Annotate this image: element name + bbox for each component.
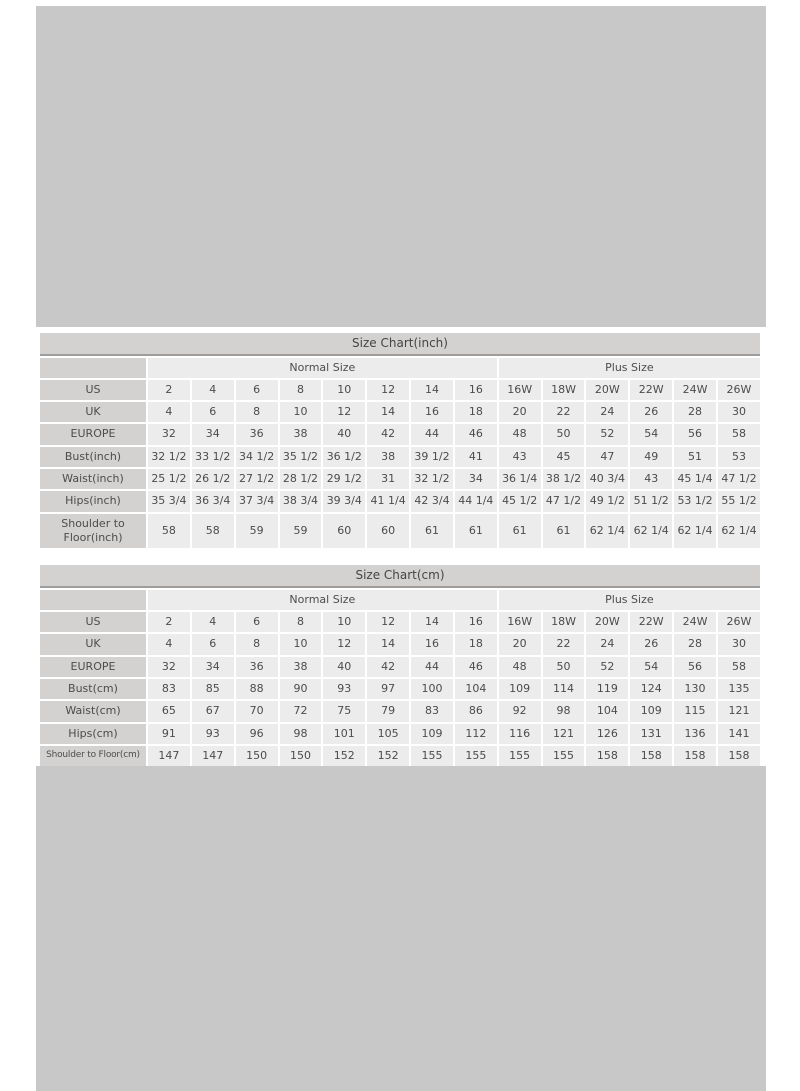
table-cell: 126 [586,724,628,744]
table-cell: 93 [323,679,365,699]
table-cell: 150 [280,746,322,766]
table-row [40,491,760,511]
table-cell: 30 [718,402,760,422]
table-cell: 116 [499,724,541,744]
table-cell: 20 [499,634,541,654]
table-cell: 34 [192,424,234,444]
table-cell: 50 [543,657,585,677]
table-cell: 152 [323,746,365,766]
table-row [40,469,760,489]
table-row [40,679,760,699]
row-label: Waist(inch) [40,469,146,489]
table-cell: 93 [192,724,234,744]
table-cell: 4 [148,402,190,422]
table-cell: 44 [411,424,453,444]
table-cell: 58 [718,424,760,444]
table-cell: 56 [674,424,716,444]
table-cell: 35 3/4 [148,491,190,511]
table-cell: 6 [236,612,278,632]
table-cell: 2 [148,612,190,632]
table-cell: 38 3/4 [280,491,322,511]
row-label: Bust(cm) [40,679,146,699]
table-cell: 33 1/2 [192,447,234,467]
row-label: Hips(cm) [40,724,146,744]
table-cell: 40 [323,424,365,444]
table-cell: 26W [718,612,760,632]
table-cell: 43 [499,447,541,467]
table-cell: 83 [411,701,453,721]
table-cell: 4 [192,380,234,400]
table-cell: 158 [630,746,672,766]
table-row [40,746,760,766]
table-cell: 18 [455,402,497,422]
table-cell: 4 [148,634,190,654]
table-cell: 45 1/2 [499,491,541,511]
table-cell: 20W [586,612,628,632]
table-cell: 61 [411,514,453,549]
table-cell: 32 [148,657,190,677]
table-cell: 26 1/2 [192,469,234,489]
table-cell: 42 [367,657,409,677]
table-cell: 25 1/2 [148,469,190,489]
table-cell: 53 [718,447,760,467]
table-row [40,724,760,744]
table-cell: 61 [543,514,585,549]
table-cell: 4 [192,612,234,632]
table-cell: 24W [674,612,716,632]
table-cell: 92 [499,701,541,721]
table-cell: 49 1/2 [586,491,628,511]
table-title: Size Chart(cm) [40,565,760,588]
table-cell: 30 [718,634,760,654]
table-cell: 36 [236,424,278,444]
table-cell: 29 1/2 [323,469,365,489]
table-cell: 28 1/2 [280,469,322,489]
table-cell: 6 [192,402,234,422]
corner-cell [40,590,146,610]
table-cell: 98 [543,701,585,721]
table-cell: 158 [586,746,628,766]
table-cell: 32 1/2 [411,469,453,489]
table-cell: 115 [674,701,716,721]
table-cell: 61 [499,514,541,549]
table-cell: 26 [630,402,672,422]
table-cell: 58 [148,514,190,549]
table-cell: 112 [455,724,497,744]
title-row [40,565,760,588]
group-header-normal-size: Normal Size [148,590,497,610]
table-cell: 34 1/2 [236,447,278,467]
table-cell: 16 [411,634,453,654]
table-cell: 22 [543,402,585,422]
table-cell: 54 [630,424,672,444]
table-cell: 98 [280,724,322,744]
size-chart-table-cm [38,563,762,768]
table-cell: 37 3/4 [236,491,278,511]
table-row [40,612,760,632]
table-cell: 150 [236,746,278,766]
row-label: Waist(cm) [40,701,146,721]
table-cell: 90 [280,679,322,699]
table-cell: 109 [630,701,672,721]
table-title: Size Chart(inch) [40,333,760,356]
table-cell: 36 1/4 [499,469,541,489]
table-cell: 32 1/2 [148,447,190,467]
table-cell: 38 1/2 [543,469,585,489]
table-cell: 8 [280,380,322,400]
table-cell: 8 [236,402,278,422]
image-placeholder-bottom [36,766,766,1091]
table-cell: 61 [455,514,497,549]
table-cell: 158 [674,746,716,766]
table-cell: 10 [323,612,365,632]
table-cell: 131 [630,724,672,744]
table-cell: 22W [630,380,672,400]
table-cell: 124 [630,679,672,699]
table-cell: 109 [411,724,453,744]
table-cell: 155 [411,746,453,766]
table-cell: 59 [280,514,322,549]
table-cell: 26 [630,634,672,654]
table-cell: 147 [148,746,190,766]
table-cell: 14 [411,612,453,632]
table-row [40,657,760,677]
table-cell: 141 [718,724,760,744]
table-row [40,424,760,444]
table-cell: 28 [674,402,716,422]
table-row [40,380,760,400]
table-cell: 38 [280,424,322,444]
table-cell: 100 [411,679,453,699]
table-cell: 130 [674,679,716,699]
table-cell: 16 [411,402,453,422]
table-cell: 39 1/2 [411,447,453,467]
table-row [40,634,760,654]
row-label: Bust(inch) [40,447,146,467]
table-cell: 48 [499,424,541,444]
table-cell: 47 1/2 [543,491,585,511]
table-cell: 70 [236,701,278,721]
table-cell: 10 [280,634,322,654]
table-cell: 20W [586,380,628,400]
table-cell: 101 [323,724,365,744]
table-cell: 155 [499,746,541,766]
table-cell: 16W [499,380,541,400]
table-cell: 10 [323,380,365,400]
table-cell: 51 [674,447,716,467]
table-cell: 22W [630,612,672,632]
table-cell: 147 [192,746,234,766]
table-cell: 45 1/4 [674,469,716,489]
table-cell: 158 [718,746,760,766]
table-cell: 155 [543,746,585,766]
table-cell: 86 [455,701,497,721]
table-cell: 65 [148,701,190,721]
table-cell: 14 [411,380,453,400]
table-cell: 20 [499,402,541,422]
group-header-row [40,590,760,610]
table-cell: 38 [280,657,322,677]
table-cell: 75 [323,701,365,721]
table-cell: 6 [236,380,278,400]
table-row [40,701,760,721]
table-cell: 12 [367,612,409,632]
table-cell: 24 [586,402,628,422]
table-cell: 136 [674,724,716,744]
table-cell: 58 [192,514,234,549]
table-cell: 119 [586,679,628,699]
table-cell: 62 1/4 [630,514,672,549]
corner-cell [40,358,146,378]
table-cell: 52 [586,657,628,677]
table-cell: 114 [543,679,585,699]
group-header-normal-size: Normal Size [148,358,497,378]
table-cell: 62 1/4 [586,514,628,549]
table-cell: 42 3/4 [411,491,453,511]
table-cell: 54 [630,657,672,677]
table-cell: 32 [148,424,190,444]
table-cell: 14 [367,634,409,654]
table-cell: 10 [280,402,322,422]
table-cell: 47 [586,447,628,467]
image-placeholder-top [36,6,766,327]
group-header-row [40,358,760,378]
table-cell: 62 1/4 [674,514,716,549]
table-cell: 31 [367,469,409,489]
table-cell: 6 [192,634,234,654]
table-cell: 121 [718,701,760,721]
table-cell: 14 [367,402,409,422]
row-label: US [40,612,146,632]
table-cell: 49 [630,447,672,467]
table-cell: 36 [236,657,278,677]
table-cell: 44 1/4 [455,491,497,511]
table-cell: 52 [586,424,628,444]
table-cell: 56 [674,657,716,677]
table-cell: 12 [323,634,365,654]
table-cell: 152 [367,746,409,766]
table-cell: 72 [280,701,322,721]
table-cell: 16W [499,612,541,632]
table-cell: 85 [192,679,234,699]
table-cell: 51 1/2 [630,491,672,511]
table-cell: 53 1/2 [674,491,716,511]
row-label: Shoulder to Floor(inch) [40,514,146,549]
row-label: Hips(inch) [40,491,146,511]
table-cell: 46 [455,657,497,677]
table-row [40,402,760,422]
row-label: EUROPE [40,657,146,677]
table-cell: 40 [323,657,365,677]
title-row [40,333,760,356]
row-label: Shoulder to Floor(cm) [40,746,146,766]
table-cell: 34 [192,657,234,677]
table-cell: 60 [323,514,365,549]
row-label: US [40,380,146,400]
table-cell: 8 [280,612,322,632]
group-header-plus-size: Plus Size [499,590,760,610]
table-cell: 45 [543,447,585,467]
table-cell: 12 [323,402,365,422]
table-cell: 38 [367,447,409,467]
table-cell: 12 [367,380,409,400]
table-cell: 47 1/2 [718,469,760,489]
row-label: UK [40,402,146,422]
table-cell: 24W [674,380,716,400]
table-cell: 121 [543,724,585,744]
size-chart-table-inch [38,331,762,550]
table-cell: 8 [236,634,278,654]
row-label: UK [40,634,146,654]
table-cell: 62 1/4 [718,514,760,549]
table-cell: 35 1/2 [280,447,322,467]
table-cell: 41 [455,447,497,467]
table-cell: 43 [630,469,672,489]
table-cell: 44 [411,657,453,677]
table-row [40,447,760,467]
table-cell: 36 3/4 [192,491,234,511]
table-cell: 16 [455,380,497,400]
table-cell: 22 [543,634,585,654]
table-row [40,514,760,549]
table-cell: 41 1/4 [367,491,409,511]
table-cell: 58 [718,657,760,677]
table-cell: 18W [543,612,585,632]
table-cell: 27 1/2 [236,469,278,489]
table-cell: 24 [586,634,628,654]
table-cell: 48 [499,657,541,677]
table-cell: 36 1/2 [323,447,365,467]
size-charts [38,331,762,781]
table-cell: 55 1/2 [718,491,760,511]
table-cell: 155 [455,746,497,766]
table-cell: 50 [543,424,585,444]
table-cell: 18 [455,634,497,654]
table-cell: 26W [718,380,760,400]
table-cell: 109 [499,679,541,699]
table-cell: 96 [236,724,278,744]
table-cell: 83 [148,679,190,699]
table-cell: 60 [367,514,409,549]
table-cell: 88 [236,679,278,699]
table-cell: 46 [455,424,497,444]
table-cell: 40 3/4 [586,469,628,489]
table-cell: 2 [148,380,190,400]
table-cell: 42 [367,424,409,444]
table-cell: 97 [367,679,409,699]
table-cell: 28 [674,634,716,654]
row-label: EUROPE [40,424,146,444]
table-cell: 34 [455,469,497,489]
table-cell: 18W [543,380,585,400]
table-cell: 135 [718,679,760,699]
table-cell: 104 [586,701,628,721]
table-cell: 16 [455,612,497,632]
group-header-plus-size: Plus Size [499,358,760,378]
table-cell: 105 [367,724,409,744]
table-cell: 79 [367,701,409,721]
table-cell: 39 3/4 [323,491,365,511]
table-cell: 91 [148,724,190,744]
table-cell: 67 [192,701,234,721]
table-cell: 104 [455,679,497,699]
table-cell: 59 [236,514,278,549]
